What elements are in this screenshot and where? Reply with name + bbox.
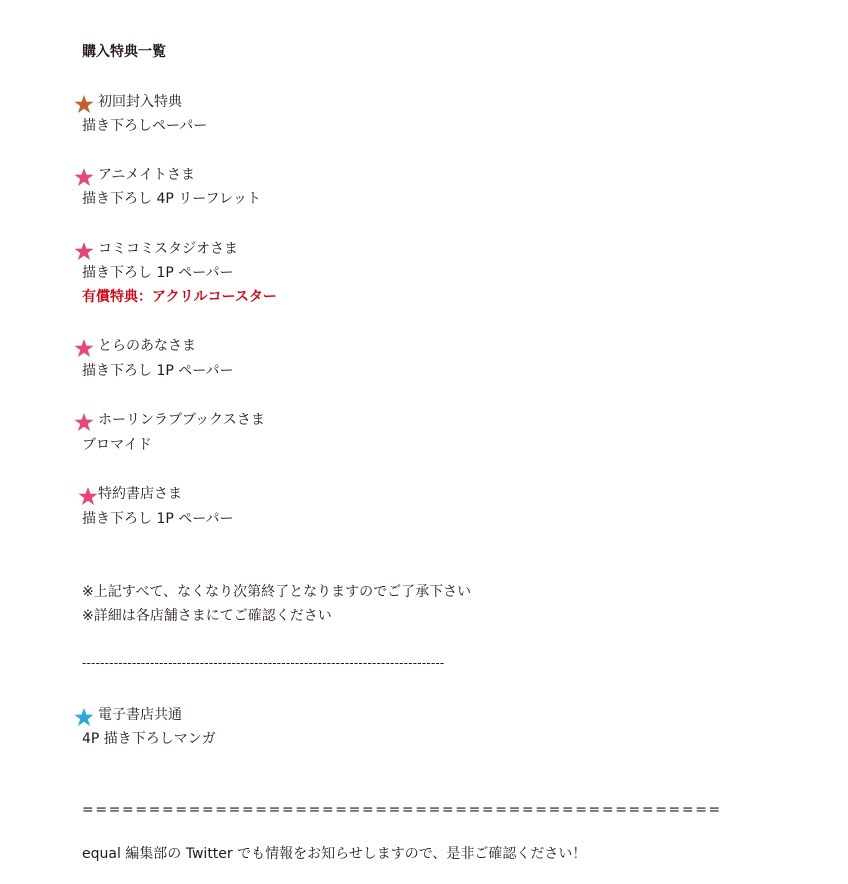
star-icon xyxy=(74,412,94,432)
note: ※詳細は各店舗さまにてご確認ください xyxy=(82,608,332,624)
shop-item: ブロマイド xyxy=(82,437,152,453)
star-icon xyxy=(74,241,94,261)
star-icon xyxy=(74,94,94,114)
star-icon xyxy=(74,167,94,187)
shop-item: 描き下ろし 1P ペーパー xyxy=(82,265,234,281)
page-title: 購入特典一覧 xyxy=(82,44,166,60)
shop-name: ホーリンラブブックスさま xyxy=(98,412,265,428)
shop-name: コミコミスタジオさま xyxy=(98,241,238,257)
digital-store-name: 電子書店共通 xyxy=(98,707,182,723)
shop-name: アニメイトさま xyxy=(98,167,196,183)
footer-text: equal 編集部の Twitter でも情報をお知らせしますので、是非ご確認ください！ xyxy=(82,846,587,862)
star-icon xyxy=(78,486,98,506)
digital-item: 4P 描き下ろしマンガ xyxy=(82,731,216,747)
equals-separator: ================================================ xyxy=(82,802,722,818)
shop-item: 描き下ろし 1P ペーパー xyxy=(82,511,234,527)
star-icon xyxy=(74,707,94,727)
shop-item: 描き下ろし 1P ペーパー xyxy=(82,363,234,379)
shop-name: とらのあなさま xyxy=(98,338,196,354)
shop-name: 初回封入特典 xyxy=(98,94,182,110)
dashed-separator: -------------------------------------------------------------------------------- xyxy=(82,656,445,670)
paid-bonus: 有償特典：アクリルコースター xyxy=(82,289,277,305)
star-icon xyxy=(74,338,94,358)
shop-item: 描き下ろしペーパー xyxy=(82,118,208,134)
shop-item: 描き下ろし 4P リーフレット xyxy=(82,191,261,207)
shop-name: 特約書店さま xyxy=(98,486,182,502)
note: ※上記すべて、なくなり次第終了となりますのでご了承下さい xyxy=(82,584,472,600)
